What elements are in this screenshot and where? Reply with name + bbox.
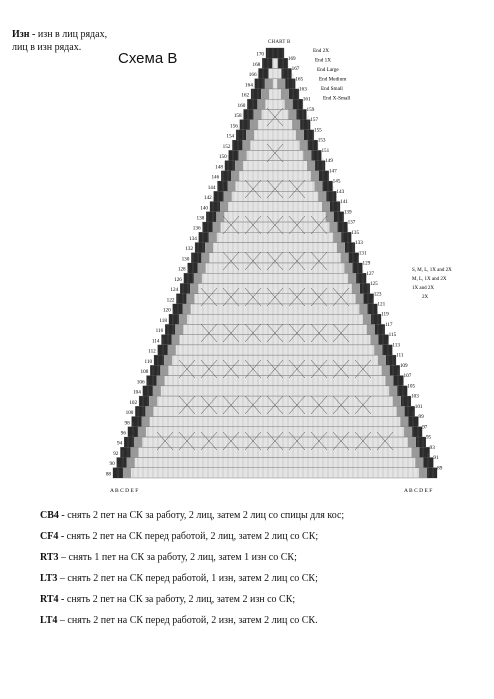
abbr-row-3 bbox=[40, 552, 297, 563]
abbr-row-6 bbox=[40, 615, 318, 626]
band-cell-left bbox=[257, 99, 265, 109]
band-cell-left bbox=[145, 406, 153, 416]
border-cell-right bbox=[323, 181, 333, 191]
band-cell-left bbox=[168, 345, 176, 355]
band-cell-left bbox=[239, 150, 247, 160]
border-cell-left bbox=[255, 79, 265, 89]
row-number-left: 118 bbox=[159, 317, 167, 324]
band-cell-right bbox=[288, 109, 296, 119]
row-number-right: 147 bbox=[328, 168, 337, 175]
row-number-right: 157 bbox=[310, 117, 319, 124]
row-number-right: 135 bbox=[351, 229, 360, 236]
row-number-right: 103 bbox=[411, 393, 419, 400]
bottom-letters-right: A B C D E F bbox=[404, 488, 433, 494]
chart-row bbox=[120, 447, 429, 457]
border-cell-left bbox=[120, 447, 130, 457]
row-number-left: 144 bbox=[207, 184, 216, 191]
border-cell-right bbox=[285, 79, 295, 89]
band-cell-right bbox=[341, 253, 349, 263]
row-number-left: 108 bbox=[140, 369, 149, 376]
band-cell-left bbox=[235, 161, 243, 171]
border-cell-left bbox=[139, 396, 149, 406]
row-number-right: 153 bbox=[317, 137, 326, 144]
row-number-right: 165 bbox=[295, 76, 304, 83]
border-cell-right bbox=[375, 324, 385, 334]
row-number-left: 130 bbox=[181, 256, 190, 263]
chart-row bbox=[150, 365, 399, 375]
chart-row bbox=[199, 232, 351, 242]
border-cell-right bbox=[337, 222, 347, 232]
border-cell-right bbox=[341, 232, 351, 242]
border-cell-left bbox=[221, 171, 231, 181]
band-cell-right bbox=[374, 345, 382, 355]
border-cell-left bbox=[195, 243, 205, 253]
band-cell-right bbox=[348, 273, 356, 283]
row-number-right: 139 bbox=[343, 209, 352, 216]
row-number-right: 169 bbox=[287, 55, 296, 62]
border-cell-left bbox=[236, 130, 246, 140]
band-cell-right bbox=[370, 335, 378, 345]
row-number-left: 164 bbox=[245, 82, 253, 89]
chart-row bbox=[180, 283, 370, 293]
border-cell-right bbox=[360, 283, 370, 293]
size-note: 2X bbox=[422, 295, 429, 300]
chart-row bbox=[173, 304, 378, 314]
band-cell-right bbox=[329, 222, 337, 232]
row-number-right: 93 bbox=[429, 444, 435, 451]
row-number-right: 117 bbox=[384, 321, 393, 328]
band-cell-right bbox=[397, 406, 405, 416]
abbr-text: снять 2 пет на СК перед работой, 2 лиц, затем 2 лиц со СК; bbox=[66, 531, 319, 542]
band-cell-right bbox=[322, 202, 330, 212]
border-cell-right bbox=[311, 150, 321, 160]
border-cell-right bbox=[416, 437, 426, 447]
row-number-right: 97 bbox=[422, 424, 428, 431]
border-cell-right bbox=[427, 468, 437, 478]
band-cell-left bbox=[134, 437, 142, 447]
band-cell-left bbox=[227, 181, 235, 191]
band-cell-right bbox=[344, 263, 352, 273]
abbr-code: LT3 bbox=[40, 573, 58, 584]
abbr-code: CF4 - bbox=[40, 531, 65, 542]
border-cell-right bbox=[364, 294, 374, 304]
scheme-title: Схема В bbox=[118, 50, 178, 67]
row-number-left: 114 bbox=[151, 338, 160, 345]
row-number-left: 88 bbox=[105, 471, 111, 478]
row-number-right: 119 bbox=[381, 311, 389, 318]
band-cell-right bbox=[412, 447, 420, 457]
legend-definition: изн в лиц рядах, лиц в изн рядах. bbox=[12, 29, 108, 53]
border-cell-right bbox=[308, 140, 318, 150]
border-cell-left bbox=[158, 345, 168, 355]
border-cell-right bbox=[334, 212, 344, 222]
band-cell-right bbox=[292, 120, 300, 130]
band-cell-left bbox=[209, 232, 217, 242]
band-cell-left bbox=[198, 263, 206, 273]
border-cell-right bbox=[349, 253, 359, 263]
chart-row bbox=[210, 202, 340, 212]
row-number-right: 127 bbox=[366, 270, 375, 277]
border-cell-left bbox=[247, 99, 257, 109]
border-cell-left bbox=[191, 253, 201, 263]
border-cell-left bbox=[188, 263, 198, 273]
chart-row bbox=[169, 314, 381, 324]
abbr-code: CB4 - bbox=[40, 510, 65, 521]
band-cell-left bbox=[224, 191, 232, 201]
row-number-left: 98 bbox=[124, 420, 130, 427]
abbr-row-2 bbox=[40, 531, 318, 542]
band-cell-left bbox=[183, 304, 191, 314]
band-cell-right bbox=[296, 130, 304, 140]
chart-row bbox=[184, 273, 366, 283]
chart-row bbox=[188, 263, 363, 273]
band-cell-left bbox=[123, 468, 131, 478]
abbr-row-1 bbox=[40, 510, 344, 521]
row-number-right: 163 bbox=[299, 86, 307, 93]
row-number-right: 155 bbox=[313, 127, 322, 134]
band-cell-right bbox=[281, 89, 289, 99]
band-cell-right bbox=[356, 294, 364, 304]
band-cell-left bbox=[186, 294, 194, 304]
border-cell-left bbox=[251, 89, 261, 99]
row-number-left: 168 bbox=[252, 61, 261, 68]
band-cell-left bbox=[142, 417, 150, 427]
row-number-right: 123 bbox=[373, 291, 382, 298]
border-cell-right bbox=[390, 365, 400, 375]
band-cell-right bbox=[300, 140, 308, 150]
chart-row bbox=[147, 376, 404, 386]
row-number-right: 95 bbox=[425, 434, 432, 441]
border-cell-right bbox=[278, 58, 288, 68]
chart-row bbox=[135, 406, 414, 416]
border-cell-left bbox=[225, 161, 235, 171]
band-cell-right bbox=[333, 232, 341, 242]
bottom-letters-left: A B C D E F bbox=[110, 488, 139, 494]
chart-row bbox=[195, 243, 355, 253]
row-number-left: 116 bbox=[155, 328, 164, 335]
row-number-left: 156 bbox=[230, 123, 238, 130]
row-number-left: 132 bbox=[185, 246, 194, 253]
row-number-left: 100 bbox=[125, 410, 134, 417]
band-cell-left bbox=[250, 120, 258, 130]
border-cell-right bbox=[330, 202, 340, 212]
row-number-left: 96 bbox=[120, 430, 126, 437]
row-number-right: 143 bbox=[336, 188, 345, 195]
row-number-left: 110 bbox=[144, 358, 153, 365]
row-number-left: 120 bbox=[162, 307, 171, 314]
band-cell-left bbox=[261, 89, 269, 99]
border-cell-left bbox=[169, 314, 179, 324]
border-cell-left bbox=[203, 222, 213, 232]
band-cell-left bbox=[242, 140, 250, 150]
band-cell-right bbox=[277, 79, 285, 89]
band-cell-right bbox=[363, 314, 371, 324]
abbr-code: RT3 bbox=[40, 552, 59, 563]
border-cell-right bbox=[401, 396, 411, 406]
band-cell-left bbox=[157, 376, 165, 386]
chart-row bbox=[154, 355, 396, 365]
band-cell-left bbox=[138, 427, 146, 437]
border-cell-left bbox=[117, 458, 127, 468]
row-number-left: 124 bbox=[170, 287, 179, 294]
row-number-right: 113 bbox=[392, 342, 400, 349]
band-cell-right bbox=[393, 396, 401, 406]
band-cell-left bbox=[190, 283, 198, 293]
border-cell-right bbox=[423, 458, 433, 468]
row-number-right: 105 bbox=[407, 383, 416, 390]
row-number-right: 151 bbox=[321, 147, 330, 154]
border-cell-right bbox=[356, 273, 366, 283]
border-cell-right bbox=[315, 161, 325, 171]
border-cell-left bbox=[229, 150, 239, 160]
abbr-code: LT4 bbox=[40, 615, 58, 626]
border-cell-right bbox=[319, 171, 329, 181]
row-number-left: 160 bbox=[237, 102, 246, 109]
row-number-left: 112 bbox=[148, 348, 156, 355]
chart-row bbox=[214, 191, 336, 201]
row-number-right: 89 bbox=[437, 465, 443, 472]
band-cell-right bbox=[389, 386, 397, 396]
band-cell-left bbox=[220, 202, 228, 212]
row-number-right: 137 bbox=[347, 219, 356, 226]
row-number-left: 90 bbox=[109, 461, 115, 468]
band-cell-right bbox=[307, 161, 315, 171]
size-note: 1X and 2X bbox=[412, 286, 434, 291]
row-number-right: 141 bbox=[340, 199, 348, 206]
band-cell-left bbox=[130, 447, 138, 457]
abbr-text: снять 2 пет на СК за работу, 2 лиц, затем 2 лиц со спицы для кос; bbox=[67, 510, 345, 521]
end-label: End 2X bbox=[313, 48, 329, 54]
chart-row bbox=[176, 294, 373, 304]
row-number-right: 111 bbox=[396, 352, 404, 359]
band-cell-left bbox=[172, 335, 180, 345]
border-cell-right bbox=[352, 263, 362, 273]
border-cell-right bbox=[397, 386, 407, 396]
border-cell-left bbox=[173, 304, 183, 314]
row-number-left: 134 bbox=[189, 235, 197, 242]
border-cell-right bbox=[393, 376, 403, 386]
border-cell-right bbox=[345, 243, 355, 253]
band-cell-right bbox=[385, 376, 393, 386]
row-number-right: 115 bbox=[388, 332, 397, 339]
row-number-left: 122 bbox=[166, 297, 175, 304]
border-cell-left bbox=[180, 283, 190, 293]
chart-row bbox=[117, 458, 434, 468]
band-cell-right bbox=[311, 171, 319, 181]
row-number-left: 152 bbox=[222, 143, 231, 150]
border-cell-left bbox=[132, 417, 142, 427]
band-cell-left bbox=[205, 243, 213, 253]
band-cell-right bbox=[285, 99, 293, 109]
border-cell-right bbox=[378, 335, 388, 345]
band-cell-right bbox=[359, 304, 367, 314]
legend-term: Изн - bbox=[12, 29, 36, 40]
abbr-text: – снять 1 пет на СК за работу, 2 лиц, затем 1 изн со СК; bbox=[61, 552, 297, 563]
band-cell-right bbox=[303, 150, 311, 160]
band-cell-right bbox=[378, 355, 386, 365]
border-cell-left bbox=[135, 406, 145, 416]
band-cell-left bbox=[175, 324, 183, 334]
border-cell-right bbox=[326, 191, 336, 201]
row-number-left: 138 bbox=[196, 215, 205, 222]
row-number-left: 140 bbox=[200, 205, 209, 212]
border-cell-right bbox=[412, 427, 422, 437]
band-cell-left bbox=[254, 109, 262, 119]
border-cell-left bbox=[232, 140, 242, 150]
row-number-left: 136 bbox=[192, 225, 201, 232]
row-number-left: 126 bbox=[174, 276, 182, 283]
size-note: S, M, L, 1X and 2X bbox=[412, 268, 452, 273]
border-cell-right bbox=[289, 89, 299, 99]
band-cell-right bbox=[318, 191, 326, 201]
border-cell-left bbox=[154, 355, 164, 365]
row-number-left: 166 bbox=[248, 72, 257, 79]
abbr-text: – снять 2 пет на СК перед работой, 2 изн, затем 2 лиц со СК. bbox=[59, 615, 318, 626]
row-number-right: 91 bbox=[433, 455, 439, 462]
row-number-left: 162 bbox=[241, 92, 250, 99]
band-cell-left bbox=[201, 253, 209, 263]
chart-row bbox=[203, 222, 348, 232]
border-cell-left bbox=[262, 58, 272, 68]
row-number-right: 133 bbox=[355, 240, 363, 247]
abbr-code: RT4 - bbox=[40, 594, 65, 605]
end-label: End Large bbox=[317, 67, 339, 73]
abbr-row-4 bbox=[40, 573, 318, 584]
end-label: End X-Small bbox=[323, 95, 351, 102]
chart-body bbox=[113, 48, 437, 478]
border-cell-right bbox=[382, 345, 392, 355]
chart-row bbox=[113, 468, 437, 478]
border-cell-right bbox=[367, 304, 377, 314]
chart-row bbox=[162, 335, 389, 345]
border-cell-right bbox=[408, 417, 418, 427]
band-cell-right bbox=[326, 212, 334, 222]
row-number-right: 107 bbox=[403, 373, 412, 380]
end-label: End Small bbox=[321, 86, 343, 92]
band-cell-right bbox=[315, 181, 323, 191]
border-cell-left bbox=[214, 191, 224, 201]
row-number-left: 154 bbox=[226, 133, 235, 140]
row-number-right: 99 bbox=[418, 414, 424, 421]
row-number-left: 150 bbox=[218, 154, 227, 161]
band-cell-left bbox=[213, 222, 221, 232]
abbr-text: снять 2 пет на СК за работу, 2 лиц, затем 2 изн со СК; bbox=[66, 594, 296, 605]
abbr-text: – снять 2 пет на СК перед работой, 1 изн, затем 2 лиц со СК; bbox=[59, 573, 318, 584]
row-number-right: 131 bbox=[358, 250, 367, 257]
border-cell-right bbox=[304, 130, 314, 140]
row-number-left: 128 bbox=[177, 266, 186, 273]
border-cell-left bbox=[259, 68, 269, 78]
border-cell-left bbox=[124, 437, 134, 447]
row-number-left: 104 bbox=[133, 389, 141, 396]
border-cell-left bbox=[206, 212, 216, 222]
row-number-right: 125 bbox=[369, 281, 378, 288]
end-label: End Medium bbox=[319, 76, 347, 83]
border-cell-left bbox=[199, 232, 209, 242]
row-number-right: 145 bbox=[332, 178, 341, 185]
row-number-right: 109 bbox=[399, 362, 408, 369]
row-number-right: 159 bbox=[306, 106, 315, 113]
row-number-right: 161 bbox=[302, 96, 311, 103]
row-number-left: 92 bbox=[113, 450, 119, 457]
abbr-row-5 bbox=[40, 594, 295, 605]
border-cell-right bbox=[300, 120, 310, 130]
row-number-right: 121 bbox=[377, 301, 386, 308]
border-cell-left bbox=[165, 324, 175, 334]
row-number-right: 101 bbox=[414, 403, 423, 410]
border-cell-left bbox=[184, 273, 194, 283]
row-number-left: 102 bbox=[129, 399, 138, 406]
border-cell-right bbox=[274, 48, 284, 58]
border-cell-left bbox=[244, 109, 254, 119]
row-number-right: 149 bbox=[325, 158, 333, 165]
border-cell-right bbox=[386, 355, 396, 365]
row-number-right: 129 bbox=[362, 260, 371, 267]
size-note: M, L, 1X and 2X bbox=[412, 277, 447, 282]
border-cell-right bbox=[293, 99, 303, 109]
chart-row bbox=[132, 417, 419, 427]
row-number-left: 146 bbox=[211, 174, 220, 181]
band-cell-left bbox=[265, 79, 273, 89]
row-number-left: 106 bbox=[136, 379, 145, 386]
border-cell-left bbox=[240, 120, 250, 130]
border-cell-left bbox=[150, 365, 160, 375]
border-cell-left bbox=[143, 386, 153, 396]
border-cell-left bbox=[217, 181, 227, 191]
row-number-left: 170 bbox=[256, 51, 264, 58]
border-cell-left bbox=[210, 202, 220, 212]
chart-title: CHART B bbox=[268, 40, 291, 45]
band-cell-right bbox=[408, 437, 416, 447]
end-label: End 1X bbox=[315, 57, 331, 64]
row-number-left: 142 bbox=[203, 195, 212, 202]
chart-row bbox=[191, 253, 358, 263]
row-number-right: 167 bbox=[291, 66, 300, 73]
band-cell-right bbox=[415, 458, 423, 468]
band-cell-right bbox=[400, 417, 408, 427]
row-number-left: 158 bbox=[233, 113, 242, 120]
band-cell-left bbox=[160, 365, 168, 375]
band-cell-left bbox=[153, 386, 161, 396]
row-number-left: 94 bbox=[117, 440, 123, 447]
border-cell-right bbox=[371, 314, 381, 324]
chart-row bbox=[143, 386, 407, 396]
row-number-left: 148 bbox=[215, 164, 223, 171]
